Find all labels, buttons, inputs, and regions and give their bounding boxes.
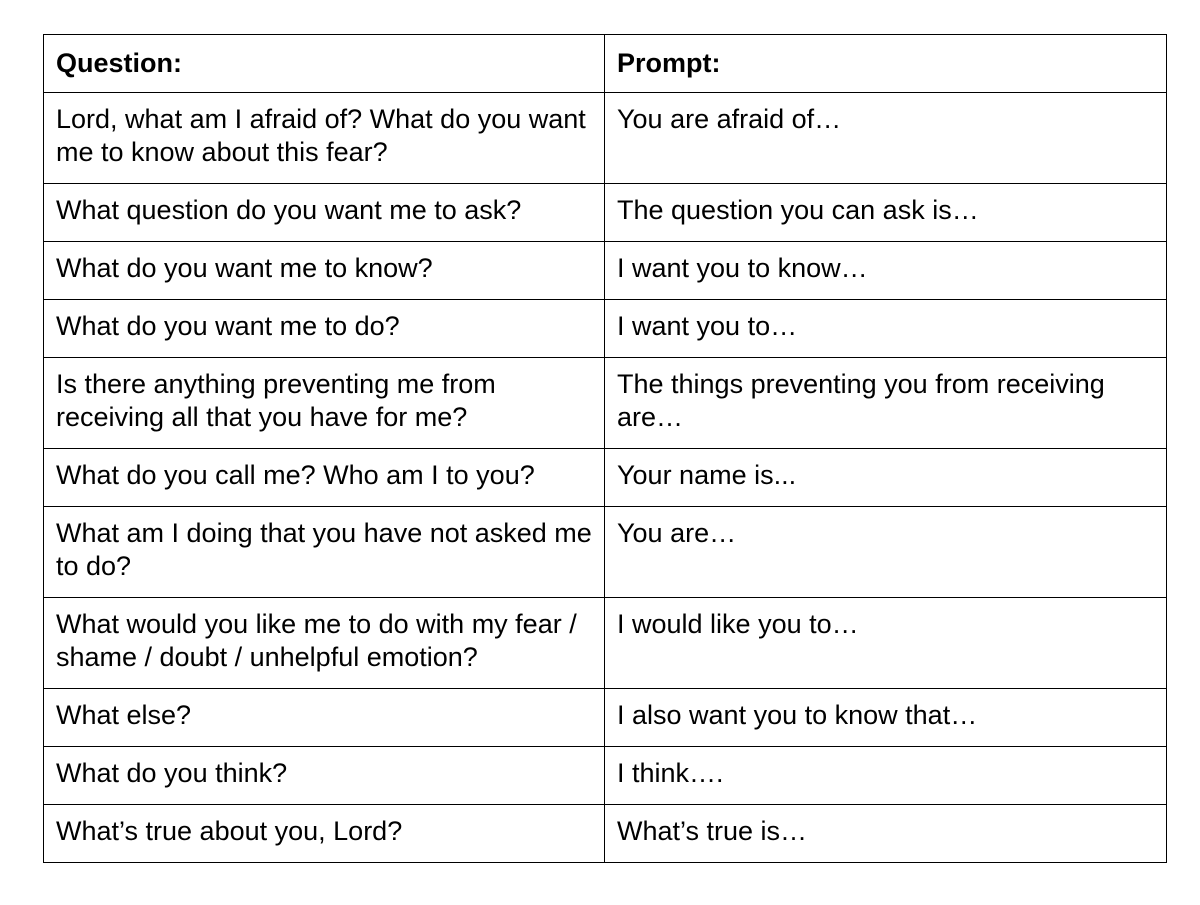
question-cell: What do you call me? Who am I to you? — [44, 449, 605, 507]
question-cell: Lord, what am I afraid of? What do you want me to know about this fear? — [44, 93, 605, 184]
prompt-cell: I think…. — [605, 747, 1167, 805]
question-cell: What am I doing that you have not asked me to do? — [44, 507, 605, 598]
question-cell: What’s true about you, Lord? — [44, 805, 605, 863]
table-row — [44, 93, 1167, 184]
question-prompt-table — [43, 34, 1167, 863]
table-row — [44, 358, 1167, 449]
prompt-cell: You are afraid of… — [605, 93, 1167, 184]
prompt-cell: What’s true is… — [605, 805, 1167, 863]
table-row — [44, 507, 1167, 598]
table-row — [44, 598, 1167, 689]
question-column-header: Question: — [44, 35, 605, 93]
prompt-cell: The question you can ask is… — [605, 184, 1167, 242]
question-cell: Is there anything preventing me from receiving all that you have for me? — [44, 358, 605, 449]
table-row — [44, 242, 1167, 300]
question-cell: What do you want me to know? — [44, 242, 605, 300]
table-row — [44, 300, 1167, 358]
table-header-row — [44, 35, 1167, 93]
table-row — [44, 805, 1167, 863]
prompt-cell: Your name is... — [605, 449, 1167, 507]
question-cell: What question do you want me to ask? — [44, 184, 605, 242]
table-row — [44, 747, 1167, 805]
prompt-column-header: Prompt: — [605, 35, 1167, 93]
prompt-cell: The things preventing you from receiving are… — [605, 358, 1167, 449]
table-row — [44, 449, 1167, 507]
table-row — [44, 184, 1167, 242]
prompt-cell: I want you to… — [605, 300, 1167, 358]
question-cell: What do you think? — [44, 747, 605, 805]
prompt-cell: I would like you to… — [605, 598, 1167, 689]
question-cell: What do you want me to do? — [44, 300, 605, 358]
question-cell: What would you like me to do with my fear / shame / doubt / unhelpful emotion? — [44, 598, 605, 689]
prompt-cell: I want you to know… — [605, 242, 1167, 300]
question-cell: What else? — [44, 689, 605, 747]
table-row — [44, 689, 1167, 747]
prompt-cell: You are… — [605, 507, 1167, 598]
prompt-cell: I also want you to know that… — [605, 689, 1167, 747]
